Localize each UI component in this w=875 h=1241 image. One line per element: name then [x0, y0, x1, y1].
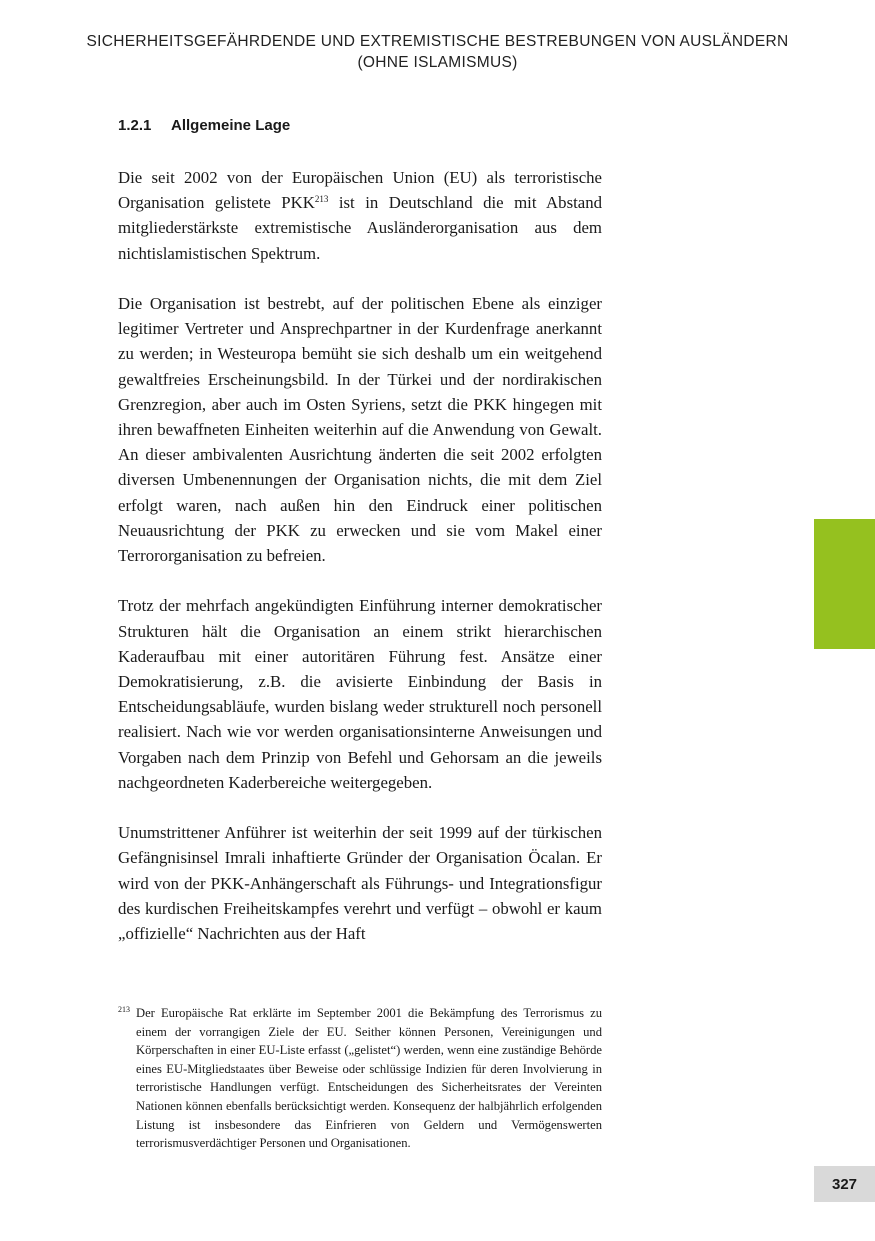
paragraph-1-start: Die seit 2002 von der Europäischen Union (EU) als terroristische Organisation gelistete PKK [118, 168, 602, 213]
body-text [118, 165, 602, 946]
paragraph-1-end: ist in Deutschland die mit Abstand mitgliederstärkste extremistische Ausländerorganisation aus dem nichtislamistischen Spektrum. [118, 193, 602, 263]
paragraph-3: Trotz der mehrfach angekündigten Einführung interner demokratischer Strukturen hält die Organisation an einem strikt hierarchischen Kaderaufbau mit einer autoritären Führung fest. Ansätze einer Demokratisierung, z.B. die avisierte Einbindung der Basis in Entscheidungsabläufe, wurden bislang weder strukturell noch personell realisiert. Nach wie vor werden organisationsinterne Anweisungen und Vorgaben nach dem Prinzip von Befehl und Gehorsam an die jeweils nachgeordneten Kaderbereiche weitergegeben. [118, 596, 602, 792]
page-number-box [814, 1166, 875, 1202]
section-title: Allgemeine Lage [171, 117, 291, 134]
footnote-number: 213 [118, 1005, 130, 1014]
footnote-text: Der Europäische Rat erklärte im September 2001 die Bekämpfung des Terrorismus zu einem der vorrangigen Ziele der EU. Seither können Personen, Vereinigungen und Körperschaften in einer EU-Liste erfasst („gelistet“) werden, wenn eine zuständige Behörde eines EU-Mitgliedstaates über Beweise oder schlüssige Indizien für deren Involvierung in terroristische Handlungen verfügt. Entscheidungen des Sicherheitsrates der Vereinten Nationen können ebenfalls berücksichtigt werden. Konsequenz der halbjährlich erfolgenden Listung ist insbesondere das Einfrieren von Geldern und Vermögenswerten terrorismusverdächtiger Personen und Organisationen. [136, 1006, 602, 1151]
page-number: 327 [831, 1175, 858, 1193]
paragraph-2: Die Organisation ist bestrebt, auf der politischen Ebene als einziger legitimer Vertreter und Ansprechpartner in der Kurdenfrage anerkannt zu werden; in Westeuropa bemüht sie sich deshalb um ein weitgehend gewaltfreies Erscheinungsbild. In der Türkei und der nordirakischen Grenzregion, aber auch im Osten Syriens, setzt die PKK hingegen mit ihren bewaffneten Einheiten weiterhin auf die Anwendung von Gewalt. An dieser ambivalenten Ausrichtung änderten die seit 2002 erfolgten diversen Umbenennungen der Organisation nichts, die mit dem Ziel erfolgt waren, nach außen hin den Eindruck einer politischen Neuausrichtung der PKK zu erwecken und sie vom Makel einer Terrororganisation zu befreien. [118, 294, 602, 566]
footnote-reference-link[interactable]: 213 [314, 194, 329, 205]
chapter-side-tab [814, 519, 875, 649]
paragraph-1 [118, 165, 602, 266]
footnote [118, 1004, 602, 1153]
running-head-line-1: SICHERHEITSGEFÄHRDENDE UND EXTREMISTISCHE BESTREBUNGEN VON AUSLÄNDERN [86, 33, 789, 50]
section-number: 1.2.1 [118, 117, 152, 134]
paragraph-4: Unumstrittener Anführer ist weiterhin der seit 1999 auf der türkischen Gefängnisinsel Imrali inhaftierte Gründer der Organisation Öcalan. Er wird von der PKK-Anhängerschaft als Führungs- und Integrationsfigur des kurdischen Freiheitskampfes verehrt und verfügt – obwohl er kaum „offizielle“ Nachrichten aus der Haft [118, 823, 602, 944]
running-head [0, 31, 875, 73]
section-heading [118, 117, 290, 134]
running-head-line-2: (OHNE ISLAMISMUS) [357, 54, 518, 71]
